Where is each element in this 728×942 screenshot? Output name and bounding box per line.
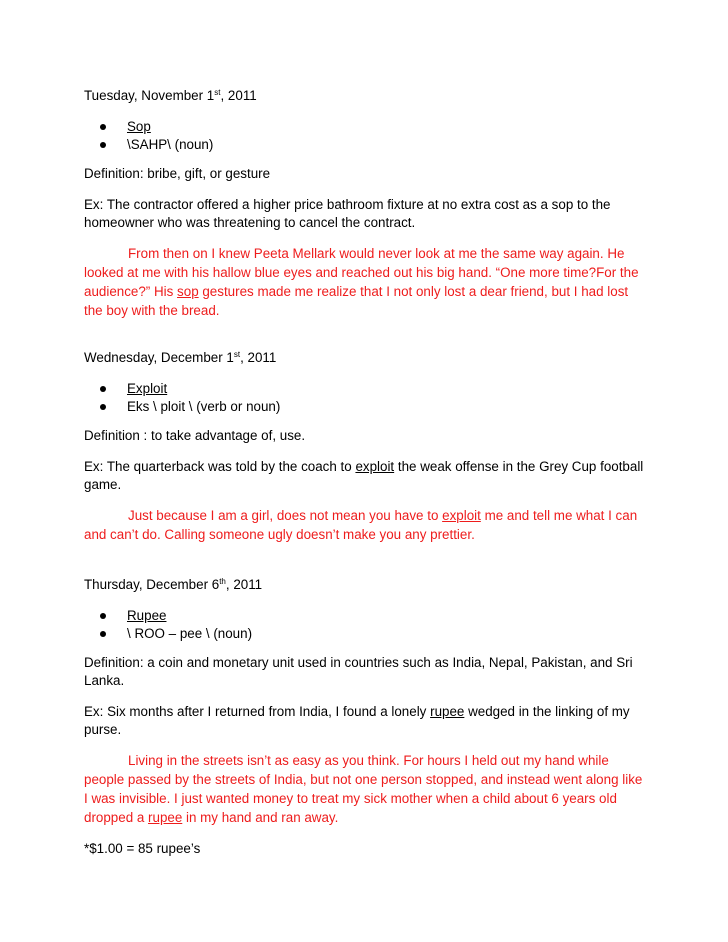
vocab-entry-exploit bbox=[84, 350, 644, 544]
word-item bbox=[84, 118, 644, 136]
bullet-icon bbox=[100, 142, 106, 148]
story-paragraph: Just because I am a girl, does not mean you have to exploit me and tell me what I can and can’t do. Calling someone ugly doesn’t make you any prettier. bbox=[84, 508, 638, 542]
vocab-entry-rupee bbox=[84, 577, 644, 858]
word-bullet-list bbox=[84, 607, 644, 643]
word-item bbox=[84, 607, 644, 625]
entry-date: Tuesday, November 1st, 2011 bbox=[84, 88, 257, 103]
pronunciation: \ ROO – pee \ (noun) bbox=[127, 626, 253, 641]
bullet-icon bbox=[100, 631, 106, 637]
example-sentence: Ex: The quarterback was told by the coach to exploit the weak offense in the Grey Cup football game. bbox=[84, 459, 644, 492]
entry-date: Thursday, December 6th, 2011 bbox=[84, 577, 263, 592]
word-bullet-list bbox=[84, 380, 644, 416]
pronunciation: \SAHP\ (noun) bbox=[127, 137, 214, 152]
bullet-icon bbox=[100, 124, 106, 130]
vocab-entry-sop bbox=[84, 88, 644, 320]
bullet-icon bbox=[100, 613, 106, 619]
currency-note: *$1.00 = 85 rupee’s bbox=[84, 841, 201, 856]
story-vocab-word: rupee bbox=[148, 810, 183, 825]
pronunciation-item bbox=[84, 398, 644, 416]
vocab-word: Rupee bbox=[127, 608, 167, 623]
entry-date: Wednesday, December 1st, 2011 bbox=[84, 350, 277, 365]
word-item bbox=[84, 380, 644, 398]
bullet-icon bbox=[100, 404, 106, 410]
example-sentence: Ex: Six months after I returned from India, I found a lonely rupee wedged in the linking of my purse. bbox=[84, 704, 630, 737]
story-paragraph: Living in the streets isn’t as easy as you think. For hours I held out my hand while people passed by the streets of India, but not one person stopped, and instead went along like I was invisible. I just wanted money to treat my sick mother when a child about 6 years old dropped a rupee in my hand and ran away. bbox=[84, 753, 643, 825]
story-vocab-word: exploit bbox=[442, 508, 481, 523]
bullet-icon bbox=[100, 386, 106, 392]
definition: Definition: a coin and monetary unit used in countries such as India, Nepal, Pakistan, and Sri Lanka. bbox=[84, 655, 633, 688]
vocab-word: Exploit bbox=[127, 381, 168, 396]
definition: Definition: bribe, gift, or gesture bbox=[84, 166, 271, 181]
pronunciation-item bbox=[84, 625, 644, 643]
pronunciation: Eks \ ploit \ (verb or noun) bbox=[127, 399, 281, 414]
story-vocab-word: sop bbox=[177, 284, 199, 299]
example-sentence: Ex: The contractor offered a higher price bathroom fixture at no extra cost as a sop to the homeowner who was threatening to cancel the contract. bbox=[84, 197, 611, 230]
pronunciation-item bbox=[84, 136, 644, 154]
story-paragraph: From then on I knew Peeta Mellark would never look at me the same way again. He looked at me with his hallow blue eyes and reached out his big hand. “One more time?For the audience?” His sop gestures made me realize that I not only lost a dear friend, but I had lost the boy with the bread. bbox=[84, 246, 639, 318]
definition: Definition : to take advantage of, use. bbox=[84, 428, 306, 443]
word-bullet-list bbox=[84, 118, 644, 154]
vocab-word: Sop bbox=[127, 119, 151, 134]
example-vocab-word: exploit bbox=[355, 459, 395, 474]
example-vocab-word: rupee bbox=[430, 704, 465, 719]
